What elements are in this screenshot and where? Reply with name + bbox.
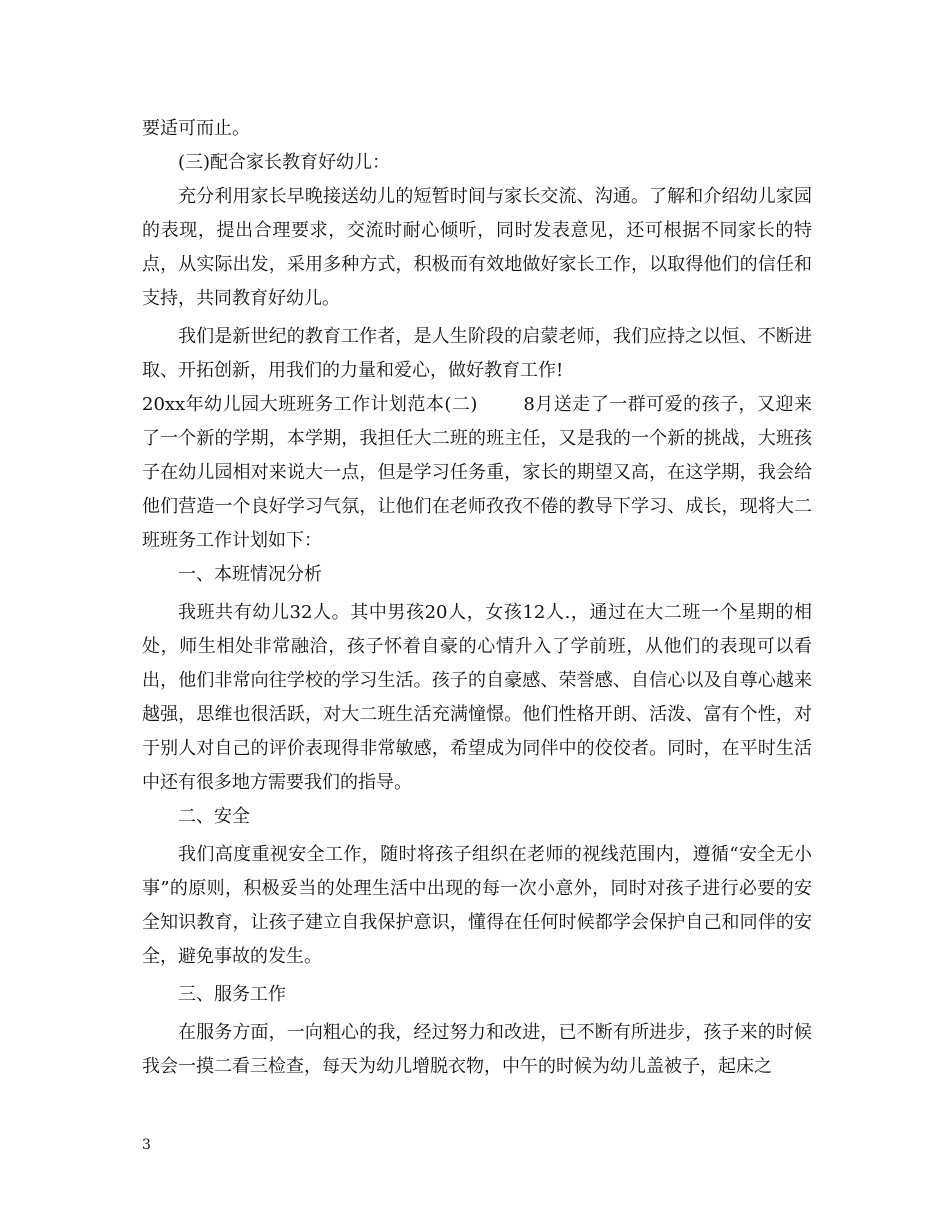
paragraph-closing-statement: 我们是新世纪的教育工作者，是人生阶段的启蒙老师，我们应持之以恒、不断进取、开拓创新，用我们的力量和爱心，做好教育工作! [142,326,812,381]
document-body [142,112,812,1084]
paragraph-continuation: 要适可而止。 [142,118,250,139]
paragraph-parent-communication: 充分利用家长早晚接送幼儿的短暂时间与家长交流、沟通。了解和介绍幼儿家园的表现，提出合理要求，交流时耐心倾听，同时发表意见，还可根据不同家长的特点，从实际出发，采用多种方式，积极而有效地做好家长工作，以取得他们的信任和支持，共同教育好幼儿。 [142,186,812,309]
paragraph-service: 在服务方面，一向粗心的我，经过努力和改进，已不断有所进步，孩子来的时候我会一摸二看三检查，每天为幼儿增脱衣物，中午的时候为幼儿盖被子，起床之 [142,1022,812,1077]
subheading-safety: 二、安全 [178,806,250,827]
subheading-class-analysis: 一、本班情况分析 [178,564,322,585]
paragraph-class-analysis: 我班共有幼儿32人。其中男孩20人，女孩12人.，通过在大二班一个星期的相处，师生相处非常融洽，孩子怀着自豪的心情升入了学前班，从他们的表现可以看出，他们非常向往学校的学习生活。孩子的自豪感、荣誉感、自信心以及自尊心越来越强，思维也很活跃，对大二班生活充满憧憬。他们性格开朗、活泼、富有个性，对于别人对自己的评价表现得非常敏感，希望成为同伴中的佼佼者。同时，在平时生活中还有很多地方需要我们的指导。 [142,602,812,793]
page-number: 3 [142,1137,151,1153]
section-heading: 20xx年幼儿园大班班务工作计划范本(二) [142,394,478,415]
subheading-service: 三、服务工作 [178,984,286,1005]
paragraph-safety: 我们高度重视安全工作，随时将孩子组织在老师的视线范围内，遵循“安全无小事”的原则，积极妥当的处理生活中出现的每一次小意外，同时对孩子进行必要的安全知识教育，让孩子建立自我保护意识，懂得在任何时候都学会保护自己和同伴的安全，避免事故的发生。 [142,844,812,967]
section-intro: 8月送走了一群可爱的孩子，又迎来了一个新的学期，本学期，我担任大二班的班主任，又是我的一个新的挑战，大班孩子在幼儿园相对来说大一点，但是学习任务重，家长的期望又高，在这学期，我会给他们营造一个良好学习气氛，让他们在老师孜孜不倦的教导下学习、成长，现将大二班班务工作计划如下： [142,394,812,551]
subheading-parent-cooperation: (三)配合家长教育好幼儿： [178,152,391,173]
section-heading-paragraph [142,388,812,558]
